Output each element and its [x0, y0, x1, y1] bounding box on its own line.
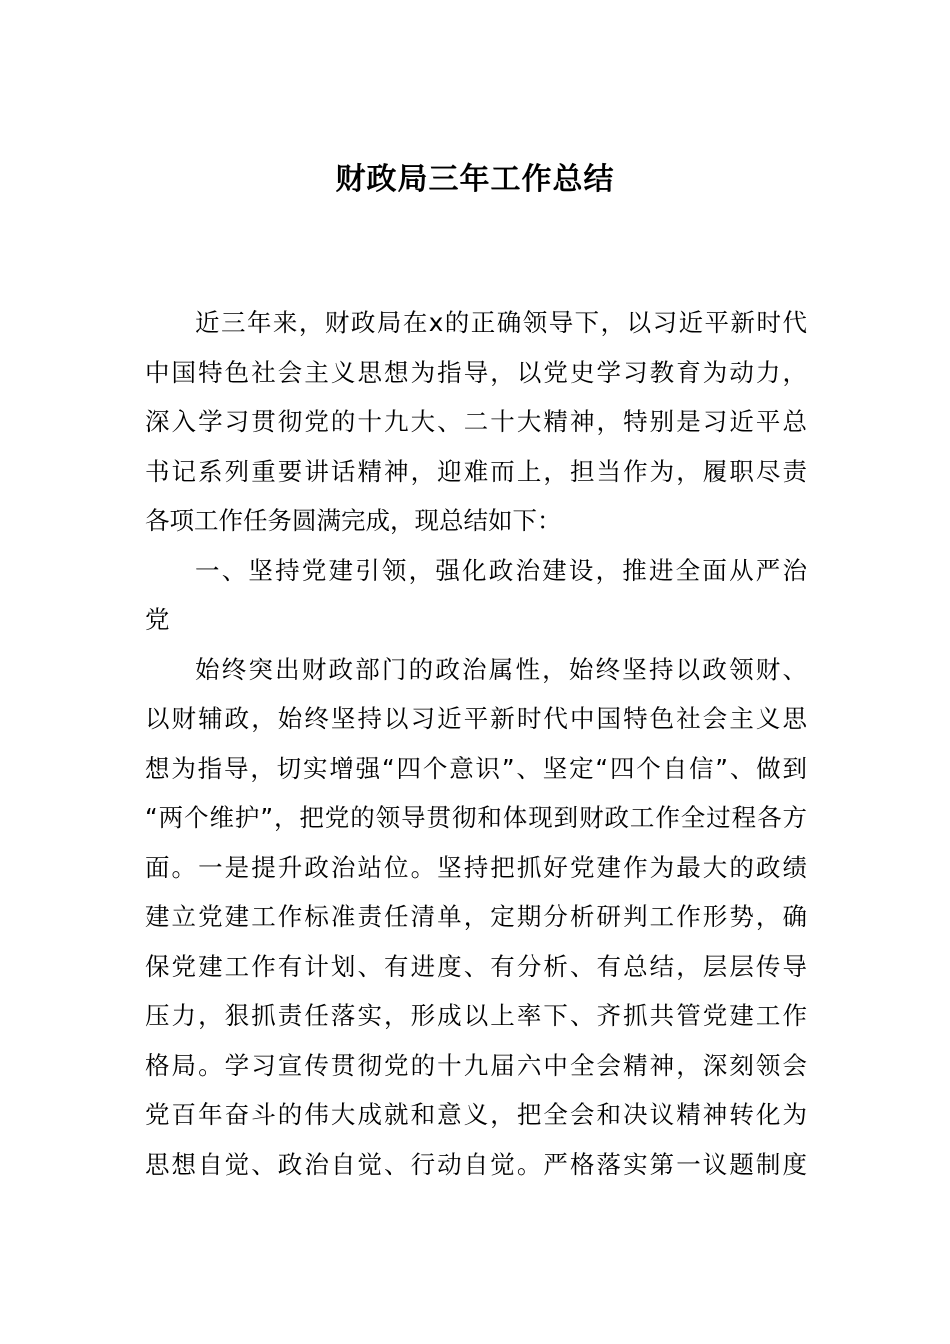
paragraph-line: 压力，狠抓责任落实，形成以上率下、齐抓共管党建工作	[145, 1001, 807, 1030]
paragraph-line: 想为指导，切实增强“四个意识”、坚定“四个自信”、做到	[145, 753, 807, 783]
section-heading-line: 一、坚持党建引领，强化政治建设，推进全面从严治	[195, 555, 807, 585]
paragraph-line: 始终突出财政部门的政治属性，始终坚持以政领财、	[195, 654, 807, 684]
document-title: 财政局三年工作总结	[335, 162, 615, 197]
paragraph-line: 党百年奋斗的伟大成就和意义，把全会和决议精神转化为	[145, 1100, 807, 1129]
paragraph-line: 近三年来，财政局在x的正确领导下，以习近平新时代	[195, 308, 807, 337]
document-body	[145, 298, 807, 1189]
paragraph-line: 以财辅政，始终坚持以习近平新时代中国特色社会主义思	[145, 704, 807, 733]
paragraph-line: 书记系列重要讲话精神，迎难而上，担当作为，履职尽责	[145, 456, 807, 486]
paragraph-line: 深入学习贯彻党的十九大、二十大精神，特别是习近平总	[145, 407, 807, 436]
section-heading-line: 党	[145, 605, 170, 634]
paragraph-line: 面。一是提升政治站位。坚持把抓好党建作为最大的政绩	[145, 852, 807, 882]
paragraph-line: 各项工作任务圆满完成，现总结如下：	[145, 506, 562, 535]
paragraph-line: “两个维护”，把党的领导贯彻和体现到财政工作全过程各方	[145, 803, 807, 832]
paragraph-line: 中国特色社会主义思想为指导，以党史学习教育为动力，	[145, 357, 807, 387]
paragraph-line: 格局。学习宣传贯彻党的十九届六中全会精神，深刻领会	[145, 1050, 807, 1080]
paragraph-line: 思想自觉、政治自觉、行动自觉。严格落实第一议题制度	[145, 1149, 807, 1179]
paragraph-line: 保党建工作有计划、有进度、有分析、有总结，层层传导	[145, 951, 807, 981]
paragraph-line: 建立党建工作标准责任清单，定期分析研判工作形势，确	[145, 902, 807, 931]
